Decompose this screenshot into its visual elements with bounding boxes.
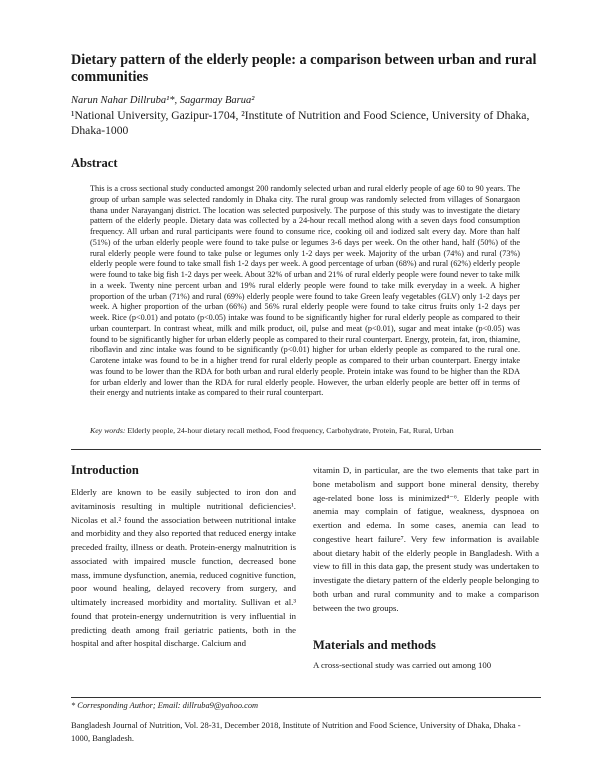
paper-title: Dietary pattern of the elderly people: a comparison between urban and rural communities — [71, 52, 537, 85]
keywords-text: Elderly people, 24-hour dietary recall method, Food frequency, Carbohydrate, Protein, Fat, Rural, Urban — [125, 426, 454, 435]
author-list: Narun Nahar Dillruba¹*, Sagarmay Barua² — [71, 95, 255, 106]
keywords-line — [90, 426, 530, 436]
corresponding-author-footnote: * Corresponding Author; Email: dillruba9@yahoo.com — [71, 701, 259, 710]
journal-citation-footer: Bangladesh Journal of Nutrition, Vol. 28-31, December 2018, Institute of Nutrition and Food Science, University of Dhaka, Dhaka - 1000, Bangladesh. — [71, 720, 521, 743]
keywords-label: Key words: — [90, 426, 126, 435]
methods-text: A cross-sectional study was carried out among 100 — [313, 660, 492, 670]
introduction-heading: Introduction — [71, 463, 139, 477]
abstract-heading: Abstract — [71, 156, 118, 170]
author-affiliations: ¹National University, Gazipur-1704, ²Institute of Nutrition and Food Science, University of Dhaka, Dhaka-1000 — [71, 109, 530, 137]
methods-heading: Materials and methods — [313, 638, 436, 652]
introduction-text-left-column: Elderly are known to be easily subjected to iron don and avitaminosis resulting in multiple nutritional deficiencies¹. Nicolas et al.² found the association between nutritional intake and morbidity and they also reported that reduced energy intake preceded frailty, illness or death. Protein-energy malnutrition is associated with impaired muscle function, decreased bone mass, immune dysfunction, anemia, reduced cognitive function, poor wound healing, delayed recovery from surgery, and ultimately increased morbidity and mortality. Sullivan et al.³ found that protein-energy undernutrition is very influential in predicting death among frail geriatric patients, both in the hospital and after hospital discharge. Calcium and — [71, 487, 296, 649]
footnote-divider — [71, 697, 541, 698]
abstract-text: This is a cross sectional study conducted amongst 200 randomly selected urban and rural elderly people of age 60 to 90 years. The group of urban sample was selected randomly in Dhaka city. The rural group was randomly selected from villages of Sonargaon thana under Narayanganj district. The location was selected purposively. The purpose of this study was to investigate the dietary pattern of the elderly people. Dietary data was collected by a 24-hour recall method along with a seven days food consumption frequency. All urban and rural participants were found to consume rice, cooking oil and iodized salt every day. More than half (51%) of the urban elderly people were found to take pulse or legumes 3-6 days per week. On the other hand, half (50%) of the rural elderly people were found to take pulse or legumes only 1-2 days per week. Majority of the urban (74%) and rural (73%) elderly people were found to take small fish 1-2 days per week. A good percentage of urban (68%) and rural (62%) elderly people were found to take big fish 1-2 days per week. About 32% of urban and 21% of rural elderly people were found never to take milk in a week. Twenty nine percent urban and 19% rural elderly people were found to take milk everyday in a week. A higher proportion of the urban (71%) and rural (69%) elderly people were found to take Green leafy vegetables (GLV) only 1-2 days per week. A higher proportion of the urban (66%) and 56% rural elderly people were found to take citrus fruits only 1-2 days per week. Rice (p<0.01) and potato (p<0.05) intake was found to be significantly higher for rural elderly people as compared to their urban counterpart. In contrast wheat, milk and milk product, oil, pulse and meat (p<0.01), sugar and meat intake (p<0.05) was found to be significantly higher for urban elderly people as compared to their rural counterpart. Energy, protein, fat, iron, thiamine, riboflavin and zinc intake was found to be significantly (p<0.01) higher for urban elderly people as compared to the rural one. Carotene intake was found to be in a higher trend for rural elderly people as compared to their urban counterpart. Energy intake was found to be lower than the RDA for both urban and rural elderly people. Protein intake was found to be higher than the RDA for urban elderly and lower than the RDA for rural elderly people. However, the urban elderly people are better off in terms of their energy and nutrients intake as compared to their rural counterpart. — [90, 184, 520, 398]
introduction-text-right-column: vitamin D, in particular, are the two elements that take part in bone metabolism and support bone mineral density, thereby age-related bone loss is minimized⁴⁻⁶. Elderly people with anemia may complain of fatigue, weakness, dyspnoea on exertion and edema. In some cases, anemia can lead to congestive heart failure⁷. Very few information is available about dietary habit of the elderly people in Bangladesh. With a view to fill in this data gap, the present study was undertaken to investigate the dietary pattern of the elderly people belonging to both urban and rural community and to make a comparison between the two groups. — [313, 465, 539, 613]
keywords-divider — [71, 449, 541, 450]
